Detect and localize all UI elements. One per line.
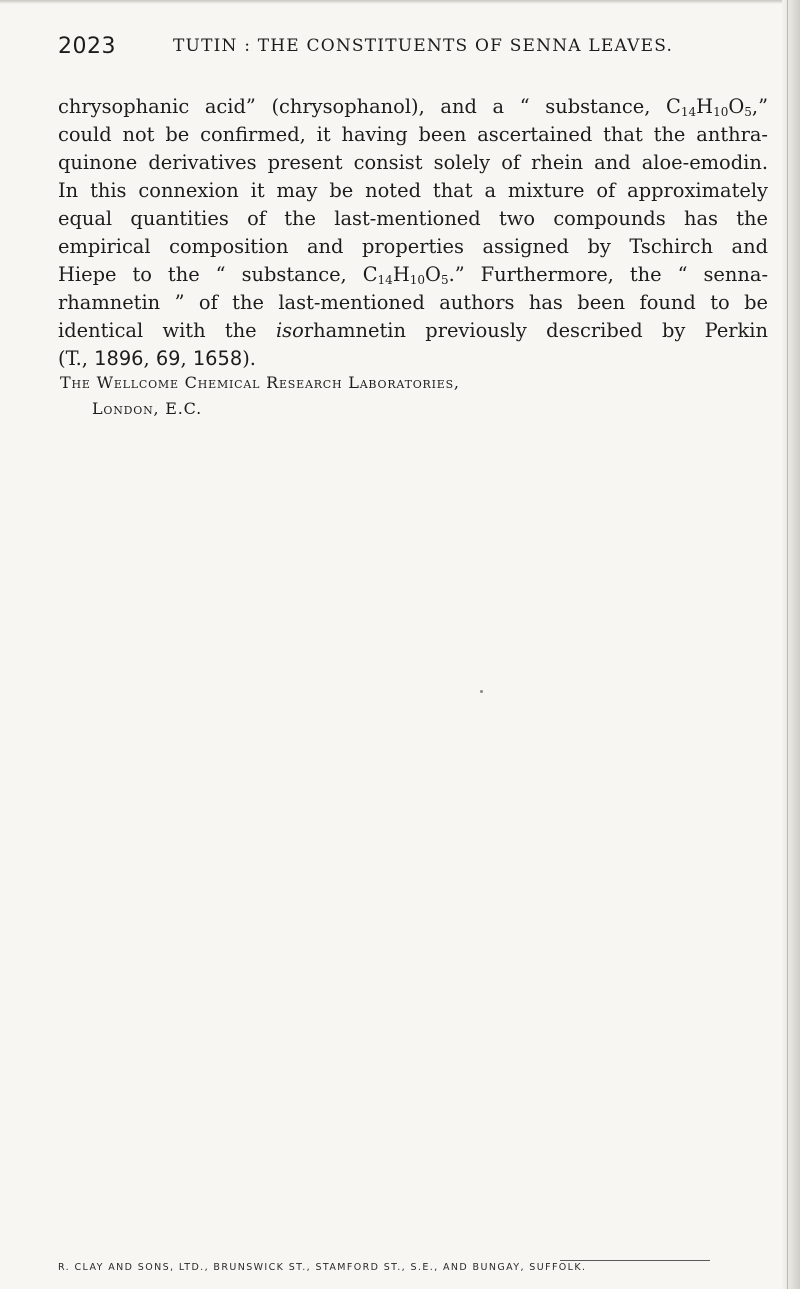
page-edge-line [787, 0, 788, 1289]
reference-volume: 69 [155, 347, 181, 370]
reference-page: 1658 [192, 347, 243, 370]
text-line-6: empirical composition and properties assigned by Tschirch and [58, 235, 768, 258]
text-line-9: identical with the isorhamnetin previously described by Perkin [58, 319, 768, 342]
printer-rule [560, 1260, 710, 1261]
affiliation [58, 370, 658, 422]
text-line-2: could not be confirmed, it having been ascertained that the anthra- [58, 123, 768, 146]
text-line-4: In this connexion it may be noted that a mixture of approximately [58, 179, 768, 202]
affiliation-institution: The Wellcome Chemical Research Laboratories, [60, 373, 460, 392]
affiliation-city: London, E.C. [92, 399, 203, 418]
page-top-edge [0, 0, 790, 4]
page-number: 2023 [58, 34, 116, 59]
text-line-5: equal quantities of the last-mentioned two compounds has the [58, 207, 768, 230]
running-head [58, 34, 758, 74]
running-title: TUTIN : THE CONSTITUENTS OF SENNA LEAVES. [173, 36, 674, 56]
reference-year: 1896 [94, 347, 144, 370]
page-binding-edge [782, 0, 800, 1289]
text-line-10-reference: (T., 1896, 69, 1658). [58, 347, 256, 370]
body-paragraph [58, 93, 768, 373]
text-line-3: quinone derivatives present consist solely of rhein and aloe-emodin. [58, 151, 768, 174]
text-line-7: Hiepe to the “ substance, $C_{14}H_{10}O_5$.” Furthermore, the “ senna- [58, 263, 768, 287]
text-line-1: chrysophanic acid” (chrysophanol), and a “ substance, $C_{14}H_{10}O_5$,” [58, 95, 768, 119]
print-speck [480, 690, 483, 693]
printer-imprint: R. CLAY AND SONS, LTD., BRUNSWICK ST., STAMFORD ST., S.E., AND BUNGAY, SUFFOLK. [58, 1262, 587, 1273]
text-line-8: rhamnetin ” of the last-mentioned authors has been found to be [58, 291, 768, 314]
